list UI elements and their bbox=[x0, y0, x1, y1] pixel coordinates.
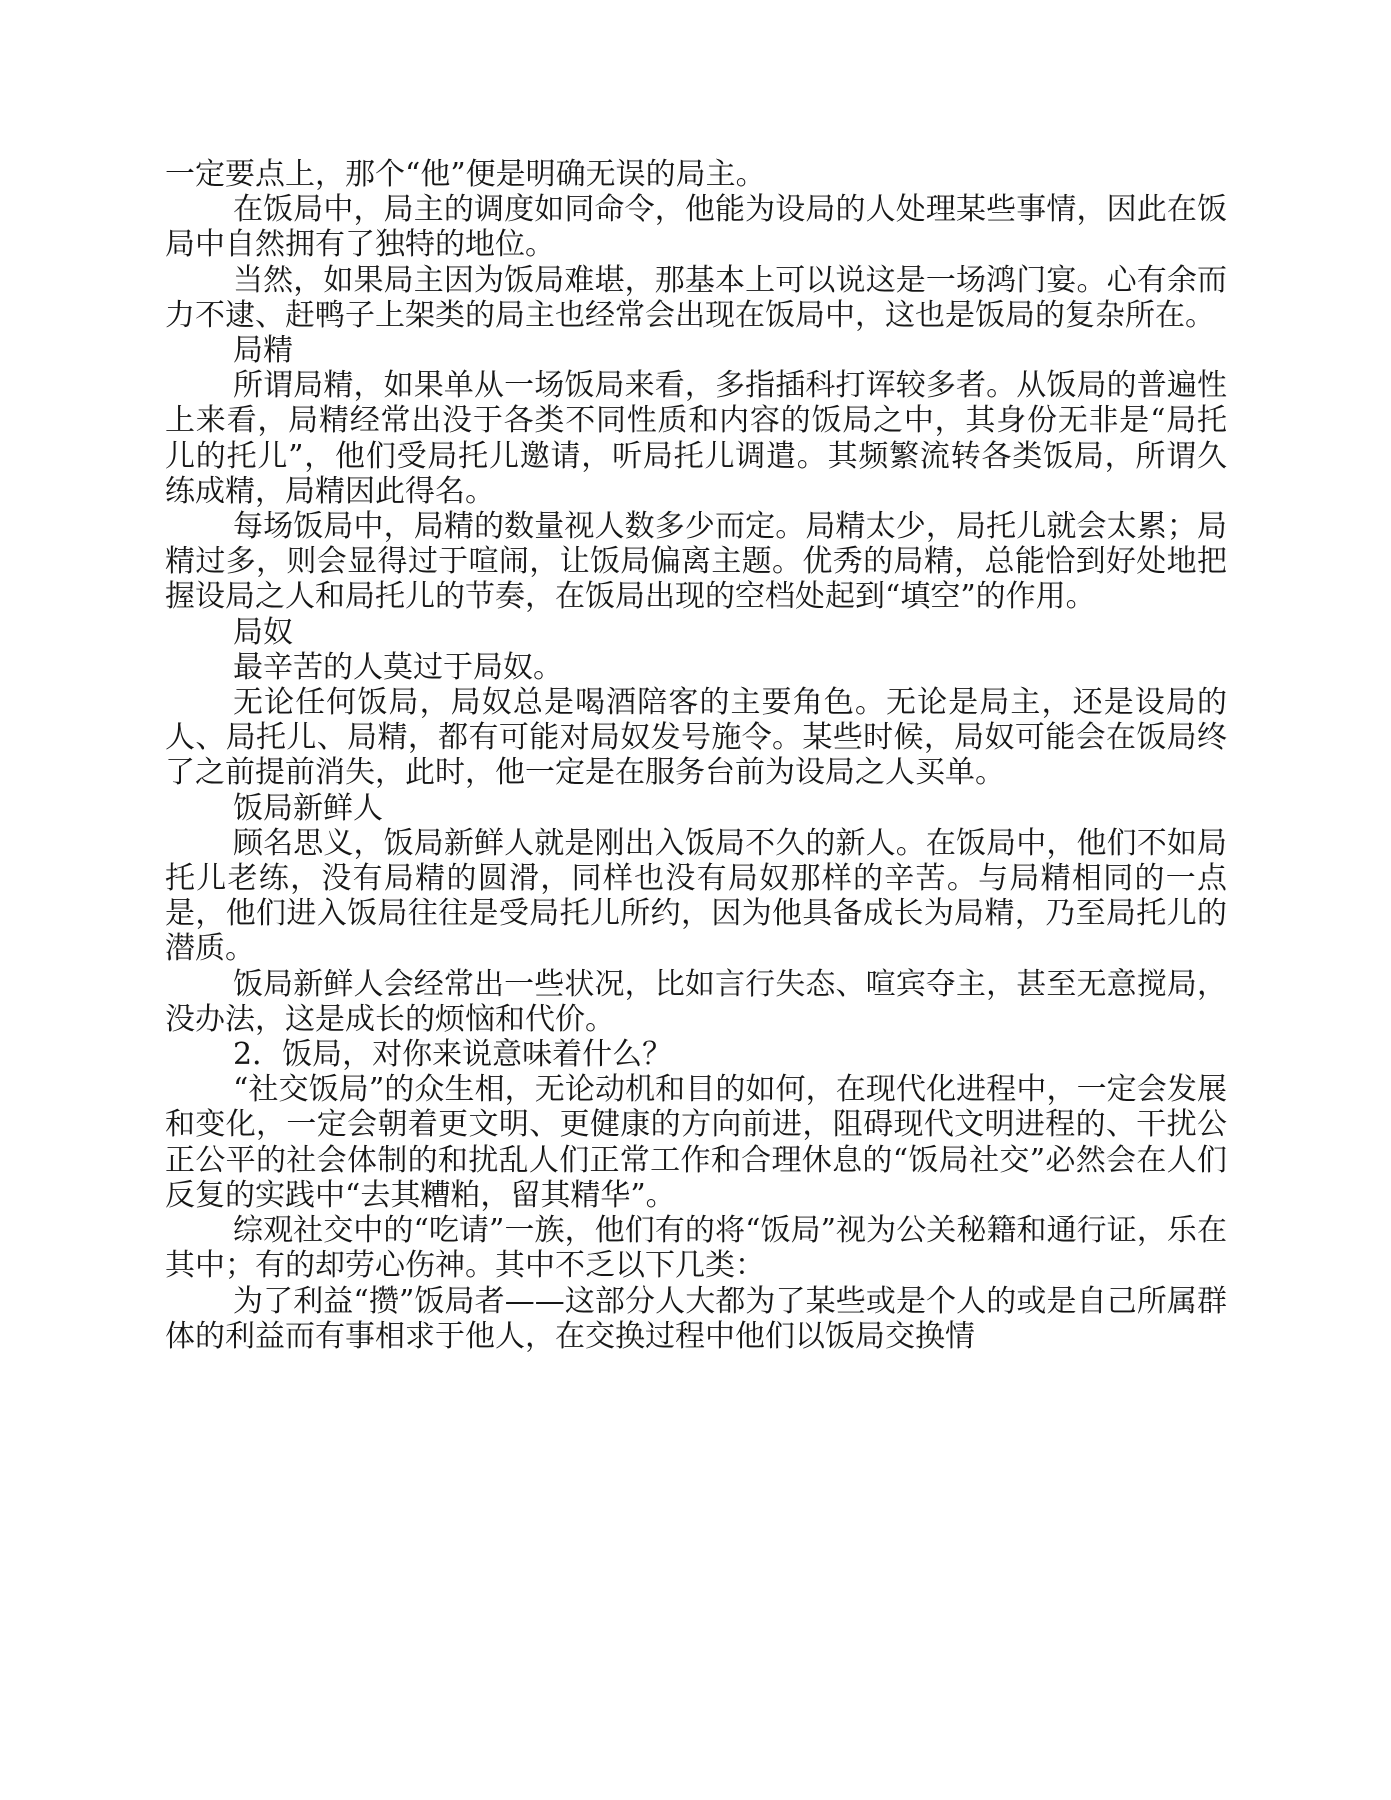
paragraph: 最辛苦的人莫过于局奴。 bbox=[233, 649, 563, 685]
paragraph: 为了利益“攒”饭局者——这部分人大都为了某些或是个人的或是自己所属群体的利益而有事相求于他人，在交换过程中他们以饭局交换情 bbox=[165, 1283, 1227, 1354]
paragraph: 每场饭局中，局精的数量视人数多少而定。局精太少，局托儿就会太累；局精过多，则会显得过于喧闹，让饭局偏离主题。优秀的局精，总能恰到好处地把握设局之人和局托儿的节奏，在饭局出现的空档处起到“填空”的作用。 bbox=[165, 509, 1227, 615]
section-heading: 2．饭局，对你来说意味着什么？ bbox=[233, 1037, 673, 1073]
paragraph: 一定要点上，那个“他”便是明确无误的局主。 bbox=[165, 157, 766, 192]
paragraph: 综观社交中的“吃请”一族，他们有的将“饭局”视为公关秘籍和通行证，乐在其中；有的却劳心伤神。其中不乏以下几类： bbox=[165, 1213, 1227, 1284]
paragraph: 无论任何饭局，局奴总是喝酒陪客的主要角色。无论是局主，还是设局的人、局托儿、局精，都有可能对局奴发号施令。某些时候，局奴可能会在饭局终了之前提前消失，此时，他一定是在服务台前为设局之人买单。 bbox=[165, 685, 1227, 791]
paragraph: 在饭局中，局主的调度如同命令，他能为设局的人处理某些事情，因此在饭局中自然拥有了独特的地位。 bbox=[165, 192, 1227, 263]
section-heading: 局精 bbox=[233, 333, 293, 369]
paragraph: 所谓局精，如果单从一场饭局来看，多指插科打诨较多者。从饭局的普遍性上来看，局精经常出没于各类不同性质和内容的饭局之中，其身份无非是“局托儿的托儿”，他们受局托儿邀请，听局托儿调遣。其频繁流转各类饭局，所谓久练成精，局精因此得名。 bbox=[165, 368, 1227, 509]
document-page bbox=[165, 157, 1227, 1354]
paragraph: “社交饭局”的众生相，无论动机和目的如何，在现代化进程中，一定会发展和变化，一定会朝着更文明、更健康的方向前进，阻碍现代文明进程的、干扰公正公平的社会体制的和扰乱人们正常工作和合理休息的“饭局社交”必然会在人们反复的实践中“去其糟粕，留其精华”。 bbox=[165, 1072, 1227, 1213]
paragraph: 当然，如果局主因为饭局难堪，那基本上可以说这是一场鸿门宴。心有余而力不逮、赶鸭子上架类的局主也经常会出现在饭局中，这也是饭局的复杂所在。 bbox=[165, 262, 1227, 333]
section-heading: 饭局新鲜人 bbox=[233, 790, 383, 826]
section-heading: 局奴 bbox=[233, 614, 293, 650]
paragraph: 饭局新鲜人会经常出一些状况，比如言行失态、喧宾夺主，甚至无意搅局，没办法，这是成长的烦恼和代价。 bbox=[165, 966, 1227, 1037]
paragraph: 顾名思义，饭局新鲜人就是刚出入饭局不久的新人。在饭局中，他们不如局托儿老练，没有局精的圆滑，同样也没有局奴那样的辛苦。与局精相同的一点是，他们进入饭局往往是受局托儿所约，因为他具备成长为局精，乃至局托儿的潜质。 bbox=[165, 825, 1227, 967]
